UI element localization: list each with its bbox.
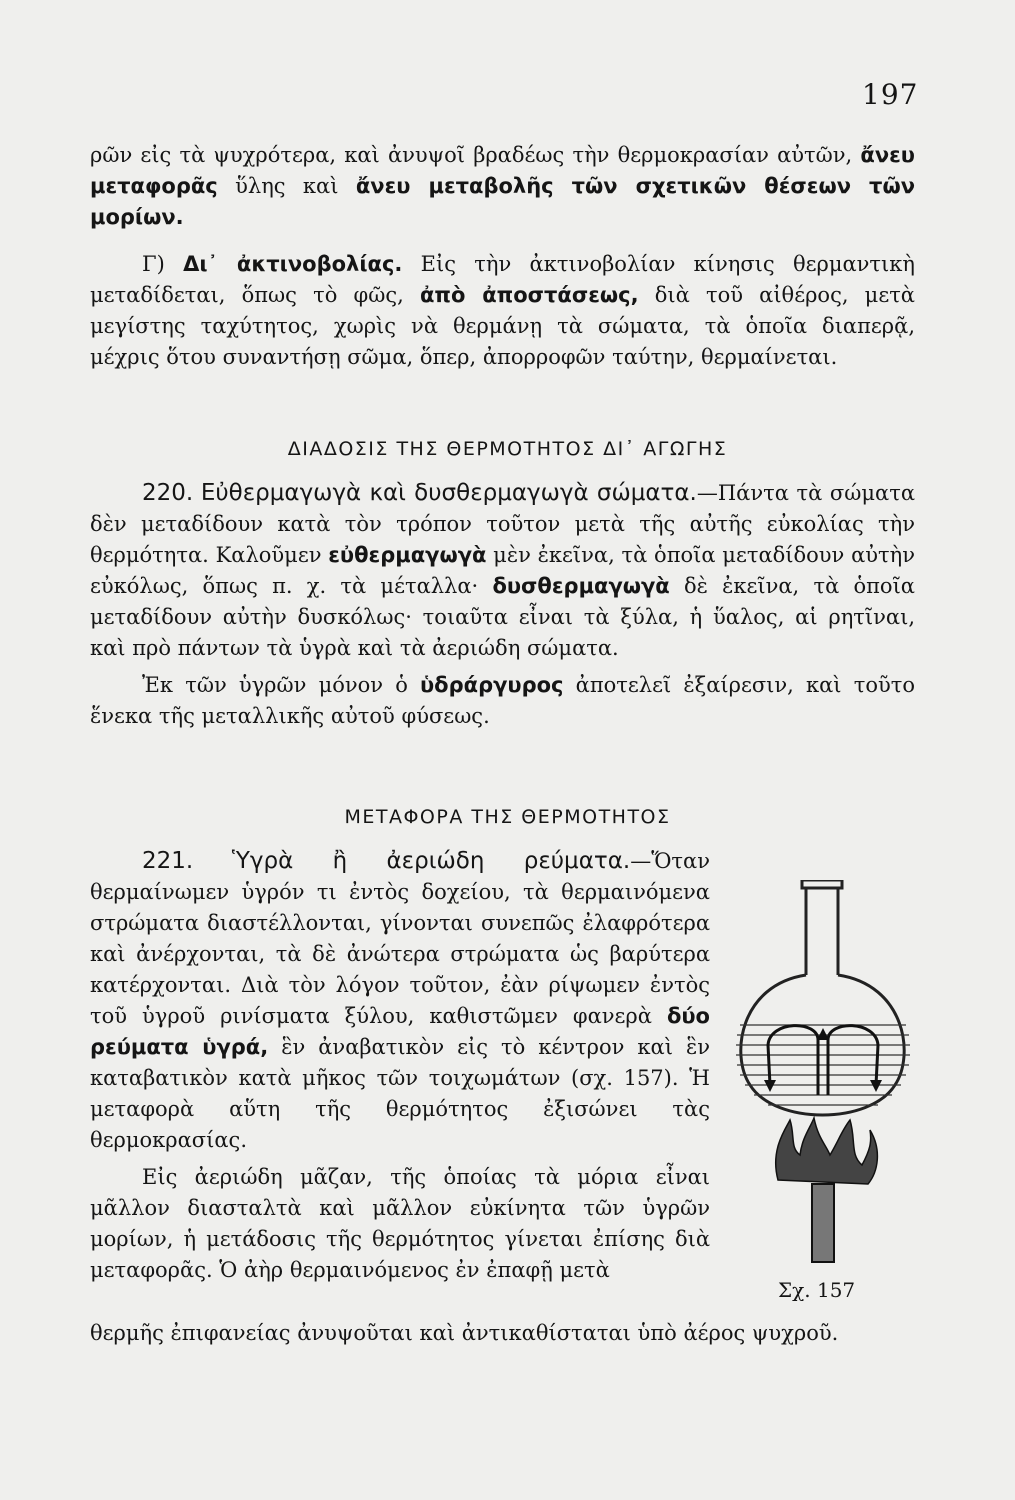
arrow-down-right	[870, 1080, 882, 1092]
intro-text-1: ρῶν εἰς τὰ ψυχρότερα, καὶ ἀνυψοῖ βραδέως τὴν θερμοκρασίαν αὐτῶν,	[90, 143, 861, 167]
heading-conduction: ΔΙΑΔΟΣΙΣ ΤΗΣ ΘΕΡΜΟΤΗΤΟΣ ΔΙ᾿ ΑΓΩΓΗΣ	[287, 438, 728, 460]
section-220-text-3: δὲ ἐκεῖνα, τὰ ὁποῖα μεταδίδουν αὐτὴν δυσκόλως· τοιαῦτα εἶναι τὰ ξύλα, ἡ ὕαλος, αἱ ρητῖναι, καὶ πρὸ πάντων τὰ ὑγρὰ καὶ τὰ ἀεριώδη σώματα.	[90, 574, 915, 660]
radiation-text-1: Εἰς τὴν ἀκτινοβολίαν κίνησις θερμαντικὴ μεταδίδεται, ὅπως τὸ φῶς,	[90, 252, 915, 307]
radiation-bold: ἀπὸ ἀποστάσεως,	[419, 283, 639, 307]
gas-paragraph: Εἰς ἀεριώδη μᾶζαν, τῆς ὁποίας τὰ μόρια εἶναι μᾶλλον διασταλτὰ καὶ μᾶλλον εὐκίνητα τῶν ὑγρῶν μορίων, ἡ μετάδοσις τῆς θερμότητος γίνεται ἐπίσης διὰ μεταφορᾶς. Ὁ ἀὴρ θερμαινόμενος ἐν ἐπαφῇ μετὰ	[90, 1165, 710, 1282]
mercury-text-2: ἀποτελεῖ ἐξαίρεσιν, καὶ τοῦτο ἕνεκα τῆς μεταλλικῆς αὐτοῦ φύσεως.	[90, 673, 915, 728]
figure-caption: Σχ. 157	[778, 1278, 856, 1302]
arrow-up-center	[817, 1028, 829, 1040]
section-220-number: 220.	[142, 480, 194, 506]
intro-bold-1: ἄνευ μεταφορᾶς	[90, 143, 915, 198]
section-220-title: Εὐθερμαγωγὰ καὶ δυσθερμαγωγὰ σώματα.	[200, 480, 697, 506]
section-221-text-1: Ὅταν θερμαίνωμεν ὑγρόν τι ἐντὸς δοχείου, τὰ θερμαινόμενα στρώματα διαστέλλονται, γίνονται συνεπῶς ἐλαφρότερα καὶ ἀνέρχονται, τὰ δὲ ἀνώτερα στρώματα ὡς βαρύτερα κατέρχονται. Διὰ τὸν λόγον τοῦτον, ἐὰν ρίψωμεν ἐντὸς τοῦ ὑγροῦ ρινίσματα ξύλου, καθιστῶμεν φανερὰ	[90, 849, 710, 1028]
section-220	[90, 478, 915, 732]
burner-tube	[812, 1184, 834, 1262]
radiation-title: Δι᾿ ἀκτινοβολίας.	[183, 252, 403, 276]
section-220-text-1: Πάντα τὰ σώματα δὲν μεταδίδουν κατὰ τὸν τρόπον τοῦτον μετὰ τῆς αὐτῆς εὐκολίας τὴν θερμότητα. Καλοῦμεν	[90, 481, 915, 567]
section-221-text-2: ἓν ἀναβατικὸν εἰς τὸ κέντρον καὶ ἓν καταβατικὸν κατὰ μῆκος τῶν τοιχωμάτων (σχ. 157). Ἡ μεταφορὰ αὕτη τῆς θερμότητος ἐξισώνει τὰς θερμοκρασίας.	[90, 1035, 710, 1152]
page-number: 197	[862, 78, 919, 111]
mercury-bold: ὑδράργυρος	[420, 673, 564, 697]
section-220-text-2: μὲν ἐκεῖνα, τὰ ὁποῖα μεταδίδουν αὐτὴν εὐκόλως, ὅπως π. χ. τὰ μέταλλα·	[90, 543, 915, 598]
last-line: θερμῆς ἐπιφανείας ἀνυψοῦται καὶ ἀντικαθίσταται ὑπὸ ἀέρος ψυχροῦ.	[90, 1321, 839, 1345]
section-221-number: 221.	[142, 848, 194, 874]
intro-paragraph	[90, 140, 915, 233]
intro-text-2: ὕλης καὶ	[217, 174, 356, 198]
section-220-dash: —	[696, 481, 718, 505]
flame	[776, 1118, 878, 1184]
heading-convection: ΜΕΤΑΦΟΡΑ ΤΗΣ ΘΕΡΜΟΤΗΤΟΣ	[344, 806, 671, 828]
section-220-bold-1: εὐθερμαγωγὰ	[328, 543, 487, 567]
section-220-bold-2: δυσθερμαγωγὰ	[492, 574, 670, 598]
mercury-paragraph	[90, 670, 915, 732]
section-221-dash: —	[630, 849, 652, 873]
mercury-text-1: Ἐκ τῶν ὑγρῶν μόνον ὁ	[142, 673, 420, 697]
section-221	[90, 846, 710, 1286]
radiation-paragraph	[90, 249, 915, 373]
section-221-bold: δύο ρεύματα ὑγρά,	[90, 1004, 710, 1059]
flask-figure	[730, 880, 920, 1270]
radiation-label: Γ)	[142, 252, 184, 276]
flask-lip	[802, 880, 842, 888]
arrow-down-left	[764, 1080, 776, 1092]
intro-bold-2: ἄνευ μεταβολῆς τῶν σχετικῶν θέσεων τῶν μορίων.	[90, 174, 916, 229]
section-221-title: Ὑγρὰ ἢ ἀεριώδη ρεύματα.	[231, 848, 631, 874]
radiation-text-2: διὰ τοῦ αἰθέρος, μετὰ μεγίστης ταχύτητος, χωρὶς νὰ θερμάνῃ τὰ σώματα, τὰ ὁποῖα διαπερᾷ, μέχρις ὅτου συναντήσῃ σῶμα, ὅπερ, ἀπορροφῶν ταύτην, θερμαίνεται.	[90, 283, 915, 369]
